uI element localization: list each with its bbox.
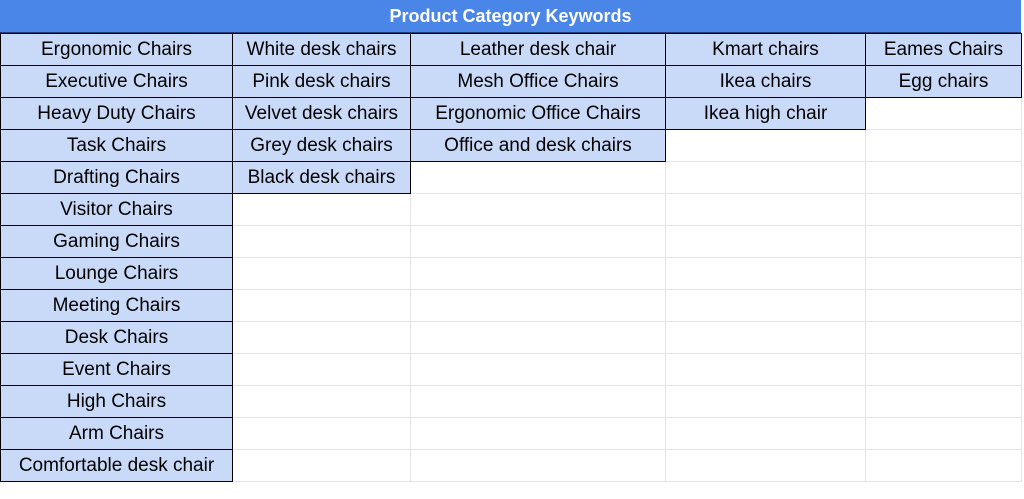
empty-cell[interactable] [233, 226, 411, 258]
empty-cell[interactable] [666, 354, 866, 386]
empty-cell[interactable] [866, 194, 1022, 226]
table-row [1, 226, 1022, 258]
empty-cell[interactable] [866, 386, 1022, 418]
keyword-cell[interactable]: Ergonomic Chairs [1, 34, 233, 66]
keyword-cell[interactable]: Velvet desk chairs [233, 98, 411, 130]
keyword-grid [0, 33, 1022, 482]
table-row [1, 450, 1022, 482]
table-row [1, 34, 1022, 66]
empty-cell[interactable] [666, 386, 866, 418]
keyword-cell[interactable]: Task Chairs [1, 130, 233, 162]
empty-cell[interactable] [866, 450, 1022, 482]
keyword-cell[interactable]: Ikea chairs [666, 66, 866, 98]
empty-cell[interactable] [233, 450, 411, 482]
keyword-cell[interactable]: Leather desk chair [411, 34, 666, 66]
empty-cell[interactable] [666, 226, 866, 258]
table-row [1, 194, 1022, 226]
keyword-cell[interactable]: Grey desk chairs [233, 130, 411, 162]
table-row [1, 418, 1022, 450]
empty-cell[interactable] [411, 386, 666, 418]
empty-cell[interactable] [233, 322, 411, 354]
empty-cell[interactable] [666, 258, 866, 290]
keyword-cell[interactable]: Visitor Chairs [1, 194, 233, 226]
keyword-cell[interactable]: Meeting Chairs [1, 290, 233, 322]
empty-cell[interactable] [411, 450, 666, 482]
empty-cell[interactable] [233, 194, 411, 226]
empty-cell[interactable] [233, 386, 411, 418]
table-row [1, 386, 1022, 418]
empty-cell[interactable] [866, 226, 1022, 258]
empty-cell[interactable] [233, 418, 411, 450]
keyword-cell[interactable]: Office and desk chairs [411, 130, 666, 162]
table-row [1, 354, 1022, 386]
keyword-cell[interactable]: White desk chairs [233, 34, 411, 66]
empty-cell[interactable] [866, 162, 1022, 194]
keyword-cell[interactable]: Event Chairs [1, 354, 233, 386]
empty-cell[interactable] [666, 418, 866, 450]
keyword-cell[interactable]: High Chairs [1, 386, 233, 418]
empty-cell[interactable] [411, 226, 666, 258]
empty-cell[interactable] [411, 322, 666, 354]
empty-cell[interactable] [411, 194, 666, 226]
empty-cell[interactable] [866, 290, 1022, 322]
table-row [1, 66, 1022, 98]
empty-cell[interactable] [666, 450, 866, 482]
table-row [1, 130, 1022, 162]
keyword-cell[interactable]: Pink desk chairs [233, 66, 411, 98]
keyword-cell[interactable]: Drafting Chairs [1, 162, 233, 194]
empty-cell[interactable] [666, 130, 866, 162]
empty-cell[interactable] [866, 322, 1022, 354]
empty-cell[interactable] [666, 194, 866, 226]
empty-cell[interactable] [666, 162, 866, 194]
empty-cell[interactable] [411, 258, 666, 290]
empty-cell[interactable] [411, 418, 666, 450]
empty-cell[interactable] [411, 290, 666, 322]
table-row [1, 290, 1022, 322]
empty-cell[interactable] [866, 130, 1022, 162]
keyword-cell[interactable]: Kmart chairs [666, 34, 866, 66]
empty-cell[interactable] [233, 354, 411, 386]
keyword-cell[interactable]: Ergonomic Office Chairs [411, 98, 666, 130]
empty-cell[interactable] [866, 258, 1022, 290]
empty-cell[interactable] [866, 354, 1022, 386]
empty-cell[interactable] [666, 322, 866, 354]
keyword-cell[interactable]: Egg chairs [866, 66, 1022, 98]
header-title-cell[interactable]: Product Category Keywords [0, 0, 1021, 33]
keyword-cell[interactable]: Ikea high chair [666, 98, 866, 130]
table-row [1, 258, 1022, 290]
keyword-cell[interactable]: Arm Chairs [1, 418, 233, 450]
keyword-cell[interactable]: Gaming Chairs [1, 226, 233, 258]
empty-cell[interactable] [866, 418, 1022, 450]
keyword-cell[interactable]: Eames Chairs [866, 34, 1022, 66]
empty-cell[interactable] [411, 354, 666, 386]
table-row [1, 98, 1022, 130]
keyword-cell[interactable]: Executive Chairs [1, 66, 233, 98]
keyword-cell[interactable]: Lounge Chairs [1, 258, 233, 290]
keyword-cell[interactable]: Comfortable desk chair [1, 450, 233, 482]
keyword-cell[interactable]: Desk Chairs [1, 322, 233, 354]
keyword-cell[interactable]: Mesh Office Chairs [411, 66, 666, 98]
empty-cell[interactable] [866, 98, 1022, 130]
empty-cell[interactable] [233, 258, 411, 290]
empty-cell[interactable] [666, 290, 866, 322]
table-row [1, 162, 1022, 194]
keyword-cell[interactable]: Black desk chairs [233, 162, 411, 194]
empty-cell[interactable] [411, 162, 666, 194]
empty-cell[interactable] [233, 290, 411, 322]
keyword-cell[interactable]: Heavy Duty Chairs [1, 98, 233, 130]
table-row [1, 322, 1022, 354]
